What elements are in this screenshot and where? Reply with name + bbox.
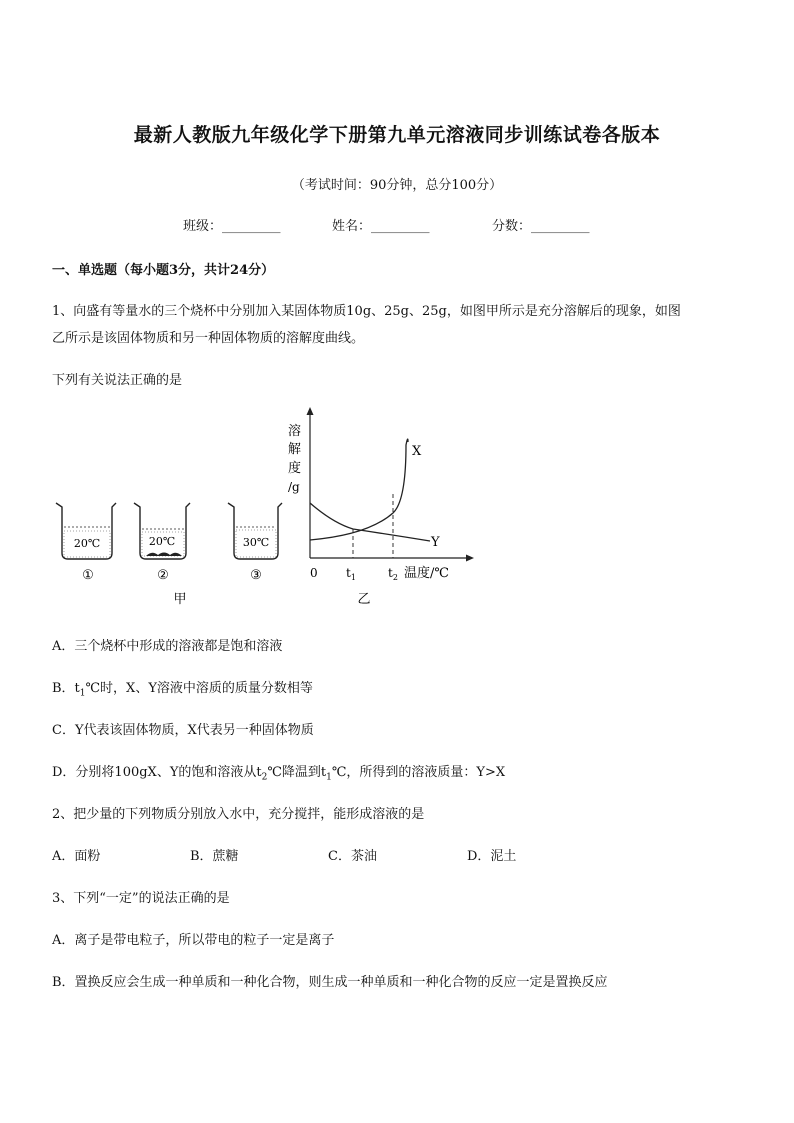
beaker-2-undissolved-solid [146,553,182,557]
beaker-3-label: ③ [250,568,262,583]
q1-option-b: B．$t_1℃$时，X、Y溶液中溶质的质量分数相等 [52,681,313,699]
q1-figure [48,405,488,615]
beaker-2-temp: 20℃ [148,535,176,548]
beaker-2-outline [134,503,190,559]
curve-y-label: Y [431,535,440,550]
q3-stem: 3、下列“一定”的说法正确的是 [52,891,230,906]
q1-figure-svg [48,405,488,615]
name-field: 姓名：_________ [332,219,430,234]
section-heading: 一、单选题（每小题3分，共计24分） [52,263,275,278]
x-axis-label: 温度/℃ [404,566,449,581]
beaker-1-temp: 20℃ [73,537,101,550]
y-axis-label-2: 解 [288,442,302,457]
curve-x-label: X [412,444,422,459]
beaker-2-label: ② [157,568,169,583]
beaker-2 [134,503,190,583]
beaker-1 [56,503,116,583]
y-axis-arrow [307,407,314,415]
q1-option-c: C．Y代表该固体物质，X代表另一种固体物质 [52,723,314,738]
x-axis-arrow [466,555,474,562]
exam-title: 最新人教版九年级化学下册第九单元溶液同步训练试卷各版本 [133,124,661,146]
beaker-1-label: ① [82,568,94,583]
q3-option-a: A．离子是带电粒子，所以带电的粒子一定是离子 [52,933,335,948]
q1-stem-line2: 乙所示是该固体物质和另一种固体物质的溶解度曲线。 [52,331,365,346]
q1-option-a: A．三个烧杯中形成的溶液都是饱和溶液 [52,639,283,654]
figure-jia-label: 甲 [173,592,187,607]
curve-y [310,503,430,541]
t2-label: $t_2$ [388,566,398,582]
q2-stem: 2、把少量的下列物质分别放入水中，充分搅拌，能形成溶液的是 [52,807,425,822]
beaker-3 [228,503,282,583]
q1-option-d: D．分别将100gX、Y的饱和溶液从$t_2℃$降温到$t_1℃$，所得到的溶液质量：Y>X [52,765,506,783]
score-field: 分数：_________ [492,219,590,234]
t1-label: $t_1$ [346,566,356,582]
exam-subtitle: （考试时间：90分钟，总分100分） [291,178,503,193]
q3-option-b: B．置换反应会生成一种单质和一种化合物，则生成一种单质和一种化合物的反应一定是置换反应 [52,975,608,990]
y-axis-label-1: 溶 [288,424,302,439]
origin-label: 0 [310,566,318,580]
figure-yi-label: 乙 [357,592,371,607]
beaker-3-temp: 30℃ [242,536,270,549]
q2-option-b: B．蔗糖 [190,849,239,864]
q2-option-d: D．泥土 [467,849,517,864]
q1-stem-line1: 1、向盛有等量水的三个烧杯中分别加入某固体物质10g、25g、25g，如图甲所示是充分溶解后的现象，如图 [52,304,681,319]
solubility-graph [288,407,474,607]
q2-option-a: A．面粉 [52,849,101,864]
y-axis-label-3: 度 [288,461,302,476]
class-field: 班级：_________ [183,219,281,234]
q2-option-c: C．茶油 [328,849,377,864]
y-axis-label-4: /g [288,480,300,494]
q1-prompt: 下列有关说法正确的是 [52,373,183,388]
